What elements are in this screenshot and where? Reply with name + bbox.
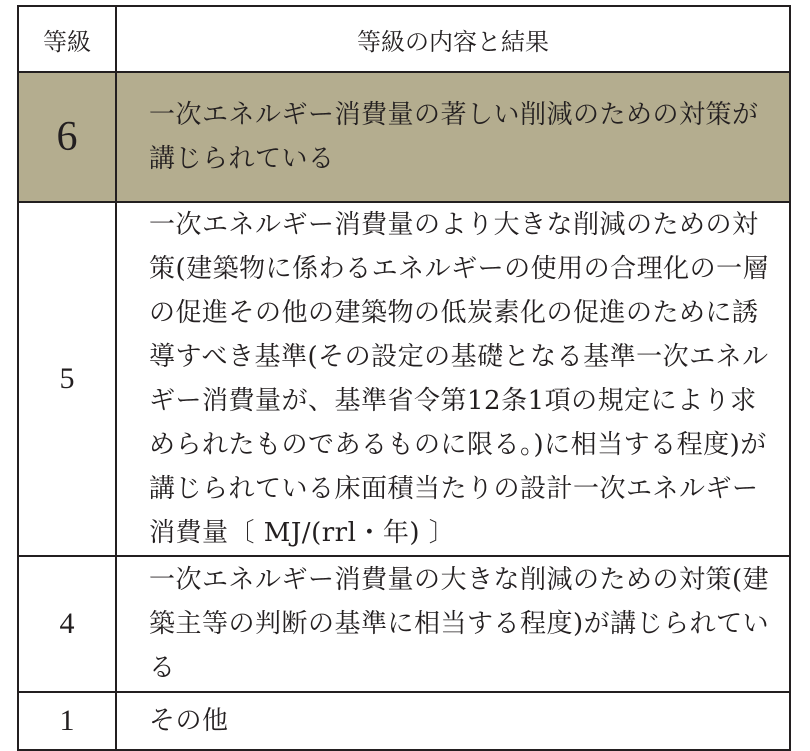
table-row-grade-6 — [18, 72, 790, 202]
table-row-grade-5 — [18, 202, 790, 556]
table-header-row — [18, 6, 790, 72]
grade-description: その他 — [116, 692, 790, 750]
grade-value: 6 — [18, 72, 116, 202]
grade-description: 一次エネルギー消費量の著しい削減のための対策が講じられている — [116, 72, 790, 202]
energy-grade-table — [17, 5, 791, 751]
table-row-grade-1 — [18, 692, 790, 750]
table-row-grade-4 — [18, 556, 790, 692]
grade-value: 5 — [18, 202, 116, 556]
grade-description: 一次エネルギー消費量の大きな削減のための対策(建築主等の判断の基準に相当する程度)が講じられている — [116, 556, 790, 692]
grade-value: 4 — [18, 556, 116, 692]
grade-description: 一次エネルギー消費量のより大きな削減のための対策(建築物に係わるエネルギーの使用の合理化の一層の促進その他の建築物の低炭素化の促進のために誘導すべき基準(その設定の基礎となる基準一次エネルギー消費量が、基準省令第12条1項の規定により求められたものであるものに限る。)に相当する程度)が講じられている床面積当たりの設計一次エネルギー消費量〔 MJ/(rrl・年) 〕 — [116, 202, 790, 556]
grade-value: 1 — [18, 692, 116, 750]
header-content: 等級の内容と結果 — [116, 6, 790, 72]
header-grade: 等級 — [18, 6, 116, 72]
